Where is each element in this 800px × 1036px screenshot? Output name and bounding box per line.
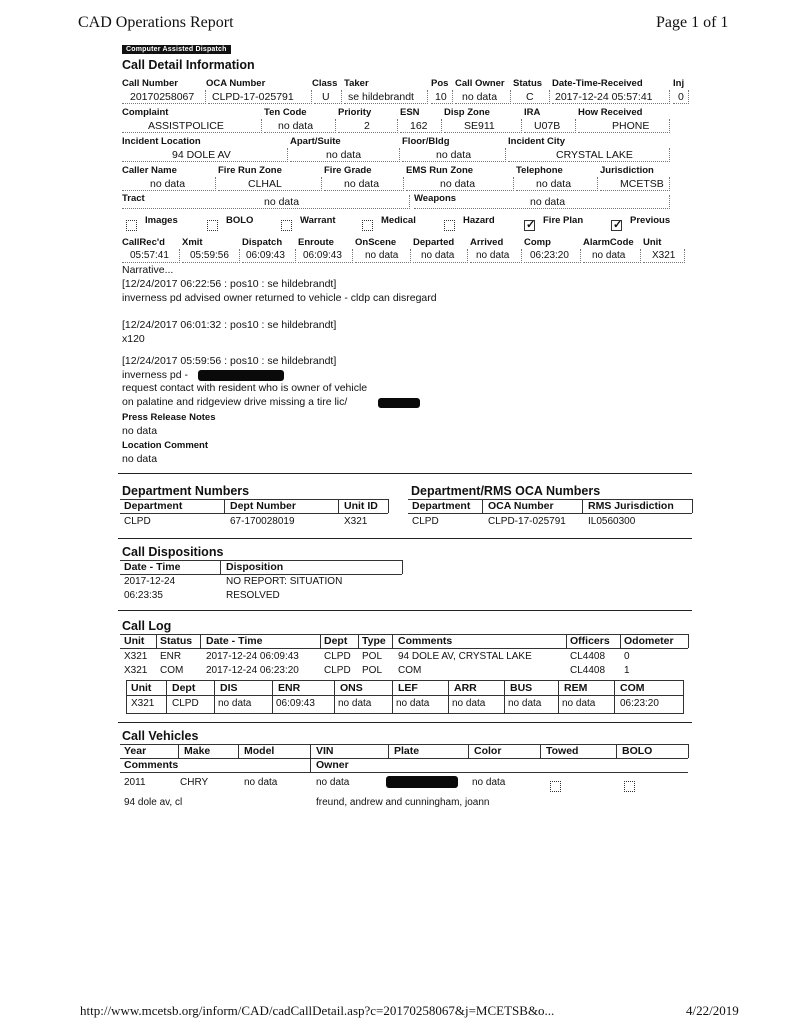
warrant-checkbox[interactable] bbox=[281, 220, 292, 231]
call-log-cell: X321 bbox=[124, 665, 148, 676]
label-hazard: Hazard bbox=[463, 215, 495, 226]
value-arrived: no data bbox=[476, 250, 510, 261]
unit-times-header: DIS bbox=[220, 682, 238, 694]
section-divider bbox=[118, 722, 692, 723]
value-jurisdiction: MCETSB bbox=[620, 178, 664, 190]
label-enroute: Enroute bbox=[298, 237, 334, 248]
unit-times-header: REM bbox=[564, 682, 588, 694]
call-log-cell: CLPD bbox=[324, 651, 351, 662]
value-incident-city: CRYSTAL LAKE bbox=[556, 149, 633, 161]
label-esn: ESN bbox=[400, 107, 420, 118]
section-title-rms-oca: Department/RMS OCA Numbers bbox=[411, 484, 601, 498]
vehicle-header: BOLO bbox=[622, 745, 653, 757]
label-how-received: How Received bbox=[578, 107, 643, 118]
value-how-received: PHONE bbox=[612, 120, 650, 132]
label-call-owner: Call Owner bbox=[455, 78, 505, 89]
vehicle-header: Color bbox=[474, 745, 502, 757]
call-log-header: Dept bbox=[324, 635, 348, 647]
label-call-number: Call Number bbox=[122, 78, 178, 89]
previous-checkbox[interactable] bbox=[611, 220, 622, 231]
label-warrant: Warrant bbox=[300, 215, 336, 226]
disposition-text: NO REPORT: SITUATION bbox=[226, 576, 343, 587]
narrative-line: inverness pd advised owner returned to vehicle - cldp can disregard bbox=[122, 292, 437, 304]
vehicle-header: Make bbox=[184, 745, 211, 757]
narrative-line: [12/24/2017 06:01:32 : pos10 : se hildebrandt] bbox=[122, 319, 337, 331]
redaction-mark bbox=[386, 776, 458, 788]
value-callrecd: 05:57:41 bbox=[130, 250, 169, 261]
label-onscene: OnScene bbox=[355, 237, 397, 248]
call-log-cell: POL bbox=[362, 651, 383, 662]
unit-times-cell: no data bbox=[452, 698, 486, 709]
label-weapons: Weapons bbox=[414, 193, 457, 204]
section-title-call-log: Call Log bbox=[122, 619, 172, 633]
value-disp-zone: SE911 bbox=[464, 120, 495, 132]
label-fire-plan: Fire Plan bbox=[543, 215, 584, 226]
call-log-cell: 2017-12-24 06:09:43 bbox=[206, 651, 299, 662]
label-priority: Priority bbox=[338, 107, 372, 118]
value-dispatch: 06:09:43 bbox=[246, 250, 285, 261]
section-title-call-vehicles: Call Vehicles bbox=[122, 729, 199, 743]
call-log-cell: CL4408 bbox=[570, 651, 606, 662]
narrative-line: x120 bbox=[122, 333, 145, 345]
value-floor-bldg: no data bbox=[436, 149, 472, 161]
label-incident-location: Incident Location bbox=[122, 136, 201, 147]
rms-cell: CLPD bbox=[412, 516, 439, 527]
value-enroute: 06:09:43 bbox=[303, 250, 342, 261]
section-title-call-dispositions: Call Dispositions bbox=[122, 545, 224, 559]
label-unit: Unit bbox=[643, 237, 662, 248]
rms-header: OCA Number bbox=[488, 500, 554, 512]
value-xmit: 05:59:56 bbox=[190, 250, 229, 261]
unit-times-cell: no data bbox=[396, 698, 430, 709]
unit-times-header: ARR bbox=[454, 682, 477, 694]
vehicle-header: Plate bbox=[394, 745, 420, 757]
hazard-checkbox[interactable] bbox=[444, 220, 455, 231]
call-log-cell: COM bbox=[398, 665, 422, 676]
vehicle-owner: freund, andrew and cunningham, joann bbox=[316, 797, 490, 808]
call-log-cell: 2017-12-24 06:23:20 bbox=[206, 665, 299, 676]
label-caller-name: Caller Name bbox=[122, 165, 177, 176]
page-number: Page 1 of 1 bbox=[656, 14, 729, 31]
label-images: Images bbox=[145, 215, 178, 226]
label-apart-suite: Apart/Suite bbox=[290, 136, 341, 147]
call-log-cell: POL bbox=[362, 665, 383, 676]
label-jurisdiction: Jurisdiction bbox=[600, 165, 654, 176]
vehicle-cell: 2011 bbox=[124, 777, 146, 788]
call-log-header: Comments bbox=[398, 635, 453, 647]
value-ten-code: no data bbox=[278, 120, 314, 132]
unit-times-cell: no data bbox=[562, 698, 596, 709]
value-oca-number: CLPD-17-025791 bbox=[212, 91, 294, 103]
footer-date: 4/22/2019 bbox=[686, 1003, 739, 1018]
unit-times-cell: no data bbox=[218, 698, 252, 709]
towed-checkbox[interactable] bbox=[550, 781, 561, 792]
unit-times-cell: 06:23:20 bbox=[620, 698, 659, 709]
label-incident-city: Incident City bbox=[508, 136, 566, 147]
label-alarmcode: AlarmCode bbox=[583, 237, 634, 248]
value-call-owner: no data bbox=[462, 91, 498, 103]
label-fire-grade: Fire Grade bbox=[324, 165, 372, 176]
value-complaint: ASSISTPOLICE bbox=[148, 120, 224, 132]
label-ira: IRA bbox=[524, 107, 541, 118]
label-previous: Previous bbox=[630, 215, 671, 226]
unit-times-header: BUS bbox=[510, 682, 533, 694]
narrative-line: request contact with resident who is owner of vehicle bbox=[122, 382, 368, 394]
disposition-date: 2017-12-24 bbox=[124, 576, 176, 587]
check-mark-icon: ✓ bbox=[526, 219, 536, 231]
label-bolo: BOLO bbox=[226, 215, 254, 226]
value-call-number: 20170258067 bbox=[130, 91, 195, 103]
label-arrived: Arrived bbox=[470, 237, 504, 248]
label-ten-code: Ten Code bbox=[264, 107, 307, 118]
narrative-line: [12/24/2017 06:22:56 : pos10 : se hildebrandt] bbox=[122, 278, 337, 290]
call-log-header: Officers bbox=[570, 635, 610, 647]
dept-cell: 67-170028019 bbox=[230, 516, 295, 527]
vehicle-header: Comments bbox=[124, 759, 179, 771]
label-complaint: Complaint bbox=[122, 107, 169, 118]
call-log-cell: COM bbox=[160, 665, 184, 676]
label-xmit: Xmit bbox=[182, 237, 203, 248]
medical-checkbox[interactable] bbox=[362, 220, 373, 231]
value-onscene: no data bbox=[365, 250, 399, 261]
section-title-department-numbers: Department Numbers bbox=[122, 484, 250, 498]
value-ira: U07B bbox=[534, 120, 561, 132]
value-departed: no data bbox=[421, 250, 455, 261]
label-comp: Comp bbox=[524, 237, 551, 248]
cad-logo: Computer Assisted Dispatch bbox=[122, 45, 231, 54]
vehicle-cell: no data bbox=[472, 777, 506, 788]
call-log-header: Type bbox=[362, 635, 386, 647]
unit-times-cell: X321 bbox=[131, 698, 155, 709]
dept-header: Department bbox=[124, 500, 183, 512]
unit-times-header: COM bbox=[620, 682, 645, 694]
value-priority: 2 bbox=[364, 120, 370, 132]
report-title: CAD Operations Report bbox=[78, 14, 234, 31]
disposition-text: RESOLVED bbox=[226, 590, 280, 601]
vehicle-comments: 94 dole av, cl bbox=[124, 797, 183, 808]
rms-header: RMS Jurisdiction bbox=[588, 500, 674, 512]
unit-times-header: ONS bbox=[340, 682, 363, 694]
section-divider bbox=[118, 610, 692, 611]
unit-times-cell: CLPD bbox=[172, 698, 199, 709]
label-telephone: Telephone bbox=[516, 165, 563, 176]
value-weapons: no data bbox=[530, 196, 566, 208]
bolo-vehicle-checkbox[interactable] bbox=[624, 781, 635, 792]
disposition-header: Disposition bbox=[226, 561, 284, 573]
vehicle-header: Model bbox=[244, 745, 275, 757]
value-inj: 0 bbox=[678, 91, 684, 103]
value-status: C bbox=[526, 91, 534, 103]
dept-header: Dept Number bbox=[230, 500, 296, 512]
value-comp: 06:23:20 bbox=[530, 250, 569, 261]
rms-cell: IL0560300 bbox=[588, 516, 636, 527]
disposition-time: 06:23:35 bbox=[124, 590, 163, 601]
value-fire-run-zone: CLHAL bbox=[248, 178, 282, 190]
label-departed: Departed bbox=[413, 237, 455, 248]
vehicle-header: Towed bbox=[546, 745, 579, 757]
section-divider bbox=[118, 473, 692, 474]
redaction-mark bbox=[378, 398, 420, 408]
narrative-label: Narrative... bbox=[122, 264, 174, 276]
press-release-value: no data bbox=[122, 425, 158, 437]
footer-url: http://www.mcetsb.org/inform/CAD/cadCallDetail.asp?c=20170258067&j=MCETSB&o... bbox=[80, 1003, 555, 1018]
label-pos: Pos bbox=[431, 78, 449, 89]
redaction-mark bbox=[198, 370, 284, 381]
location-comment-label: Location Comment bbox=[122, 440, 209, 451]
unit-times-cell: no data bbox=[338, 698, 372, 709]
call-log-header: Status bbox=[160, 635, 193, 647]
label-oca-number: OCA Number bbox=[206, 78, 266, 89]
vehicle-cell: no data bbox=[316, 777, 350, 788]
call-log-header: Date - Time bbox=[206, 635, 263, 647]
narrative-line: [12/24/2017 05:59:56 : pos10 : se hildebrandt] bbox=[122, 355, 337, 367]
value-fire-grade: no data bbox=[344, 178, 380, 190]
dept-header: Unit ID bbox=[344, 500, 378, 512]
label-floor-bldg: Floor/Bldg bbox=[402, 136, 450, 147]
label-callrecd: CallRec'd bbox=[122, 237, 165, 248]
narrative-line: on palatine and ridgeview drive missing a tire lic/ bbox=[122, 396, 348, 408]
call-log-cell: 1 bbox=[624, 665, 630, 676]
label-ems-run-zone: EMS Run Zone bbox=[406, 165, 474, 176]
rms-cell: CLPD-17-025791 bbox=[488, 516, 566, 527]
vehicle-cell: CHRY bbox=[180, 777, 209, 788]
value-alarmcode: no data bbox=[592, 250, 626, 261]
dept-cell: CLPD bbox=[124, 516, 151, 527]
label-class: Class bbox=[312, 78, 338, 89]
narrative-line: inverness pd - bbox=[122, 369, 188, 381]
label-taker: Taker bbox=[344, 78, 369, 89]
label-date-time-received: Date-Time-Received bbox=[552, 78, 643, 89]
bolo-checkbox[interactable] bbox=[207, 220, 218, 231]
vehicle-header: Year bbox=[124, 745, 147, 757]
unit-times-cell: no data bbox=[508, 698, 542, 709]
unit-times-header: LEF bbox=[398, 682, 418, 694]
images-checkbox[interactable] bbox=[126, 220, 137, 231]
unit-times-header: ENR bbox=[278, 682, 301, 694]
disposition-header: Date - Time bbox=[124, 561, 181, 573]
label-medical: Medical bbox=[381, 215, 416, 226]
check-mark-icon: ✓ bbox=[613, 219, 623, 231]
unit-times-header: Dept bbox=[172, 682, 196, 694]
label-dispatch: Dispatch bbox=[242, 237, 283, 248]
value-tract: no data bbox=[264, 196, 300, 208]
location-comment-value: no data bbox=[122, 453, 158, 465]
vehicle-header: VIN bbox=[316, 745, 334, 757]
label-tract: Tract bbox=[122, 193, 145, 204]
label-inj: Inj bbox=[673, 78, 685, 89]
dept-cell: X321 bbox=[344, 516, 368, 527]
value-taker: se hildebrandt bbox=[348, 91, 414, 103]
call-log-cell: ENR bbox=[160, 651, 182, 662]
call-log-cell: CLPD bbox=[324, 665, 351, 676]
call-log-cell: 94 DOLE AV, CRYSTAL LAKE bbox=[398, 651, 532, 662]
section-divider bbox=[118, 538, 692, 539]
value-telephone: no data bbox=[536, 178, 572, 190]
unit-times-cell: 06:09:43 bbox=[276, 698, 315, 709]
call-log-header: Odometer bbox=[624, 635, 674, 647]
call-log-header: Unit bbox=[124, 635, 145, 647]
label-status: Status bbox=[513, 78, 543, 89]
call-log-cell: 0 bbox=[624, 651, 630, 662]
value-incident-location: 94 DOLE AV bbox=[172, 149, 231, 161]
vehicle-header: Owner bbox=[316, 759, 349, 771]
value-unit: X321 bbox=[652, 250, 676, 261]
value-caller-name: no data bbox=[150, 178, 186, 190]
vehicle-cell: no data bbox=[244, 777, 278, 788]
value-apart-suite: no data bbox=[326, 149, 362, 161]
value-class: U bbox=[322, 91, 330, 103]
section-title-call-detail: Call Detail Information bbox=[122, 58, 255, 72]
call-log-cell: X321 bbox=[124, 651, 148, 662]
label-disp-zone: Disp Zone bbox=[444, 107, 490, 118]
unit-times-header: Unit bbox=[131, 682, 152, 694]
value-esn: 162 bbox=[410, 120, 428, 132]
press-release-label: Press Release Notes bbox=[122, 412, 216, 423]
rms-header: Department bbox=[412, 500, 471, 512]
value-ems-run-zone: no data bbox=[440, 178, 476, 190]
fire-plan-checkbox[interactable] bbox=[524, 220, 535, 231]
label-fire-run-zone: Fire Run Zone bbox=[218, 165, 282, 176]
value-date-time-received: 2017-12-24 05:57:41 bbox=[555, 91, 653, 103]
call-log-cell: CL4408 bbox=[570, 665, 606, 676]
value-pos: 10 bbox=[435, 91, 447, 103]
